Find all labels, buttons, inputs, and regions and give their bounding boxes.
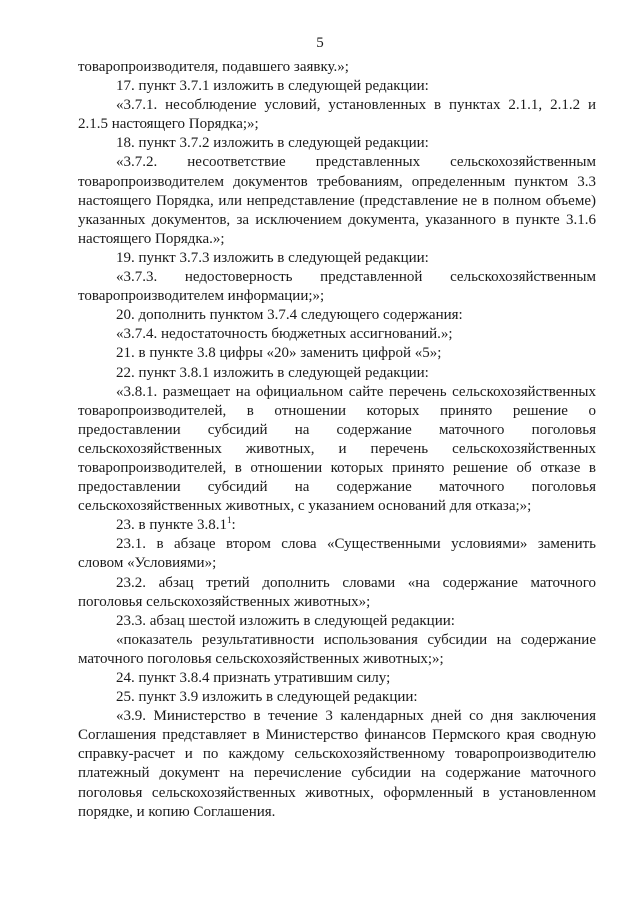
paragraph-quote-3-7-1: «3.7.1. несоблюдение условий, установленных в пунктах 2.1.1, 2.1.2 и 2.1.5 настоящего Порядка;»; bbox=[78, 97, 596, 133]
item-23-text: 23. в пункте 3.8.1 bbox=[116, 517, 227, 534]
paragraph-item-23-2: 23.2. абзац третий дополнить словами «на содержание маточного поголовья сельскохозяйственных животных»; bbox=[78, 574, 596, 610]
paragraph-item-19: 19. пункт 3.7.3 изложить в следующей редакции: bbox=[116, 249, 429, 266]
paragraph-item-18: 18. пункт 3.7.2 изложить в следующей редакции: bbox=[116, 135, 429, 152]
paragraph-item-23 bbox=[78, 516, 596, 535]
item-23-tail: : bbox=[231, 517, 236, 534]
paragraph-item-24: 24. пункт 3.8.4 признать утратившим силу; bbox=[116, 670, 391, 686]
paragraph-item-17: 17. пункт 3.7.1 изложить в следующей редакции: bbox=[116, 78, 429, 95]
paragraph-item-25: 25. пункт 3.9 изложить в следующей редакции: bbox=[116, 689, 418, 706]
paragraph-quote-indicator: «показатель результативности использования субсидии на содержание маточного поголовья сельскохозяйственных животных;»; bbox=[78, 631, 596, 667]
document-body bbox=[78, 58, 596, 822]
page-number: 5 bbox=[316, 35, 324, 51]
paragraph-quote-3-8-1: «3.8.1. размещает на официальном сайте перечень сельскохозяйственных товаропроизводителей, в отношении которых принято решение о предоставлении субсидий на содержание маточного поголовья сельскохозяйственных животных, и перечень сельскохозяйственных товаропроизводителей, в отношении которых принято решение об отказе в предоставлении субсидий на содержание маточного поголовья сельскохозяйственных животных, с указанием оснований для отказа;»; bbox=[78, 383, 596, 515]
item-23-superscript: 1 bbox=[226, 515, 232, 526]
paragraph-quote-3-7-3: «3.7.3. недостоверность представленной сельскохозяйственным товаропроизводителем информации;»; bbox=[78, 269, 596, 305]
paragraph-quote-3-7-2: «3.7.2. несоответствие представленных сельскохозяйственным товаропроизводителем документов требованиям, определенным пунктом 3.3 настоящего Порядка, или непредставление (представление не в полном объеме) указанных документов, за исключением документа, указанного в пункте 3.1.6 настоящего Порядка.»; bbox=[78, 154, 596, 247]
paragraph-item-22: 22. пункт 3.8.1 изложить в следующей редакции: bbox=[116, 364, 429, 381]
paragraph-item-23-1: 23.1. в абзаце втором слова «Существенными условиями» заменить словом «Условиями»; bbox=[78, 536, 596, 572]
paragraph-item-23-3: 23.3. абзац шестой изложить в следующей редакции: bbox=[116, 612, 455, 629]
paragraph-quote-3-7-4: «3.7.4. недостаточность бюджетных ассигнований.»; bbox=[116, 326, 453, 343]
paragraph-continuation: товаропроизводителя, подавшего заявку.»; bbox=[78, 59, 349, 75]
paragraph-item-21: 21. в пункте 3.8 цифры «20» заменить цифрой «5»; bbox=[116, 345, 442, 362]
paragraph-quote-3-9: «3.9. Министерство в течение 3 календарных дней со дня заключения Соглашения представляет в Министерство финансов Пермского края сводную справку-расчет и по каждому сельскохозяйственному товаропроизводителю платежный документ на перечисление субсидии на содержание маточного поголовья сельскохозяйственных животных, оформленный в установленном порядке, и копию Соглашения. bbox=[78, 708, 596, 820]
paragraph-item-20: 20. дополнить пунктом 3.7.4 следующего содержания: bbox=[116, 307, 463, 324]
